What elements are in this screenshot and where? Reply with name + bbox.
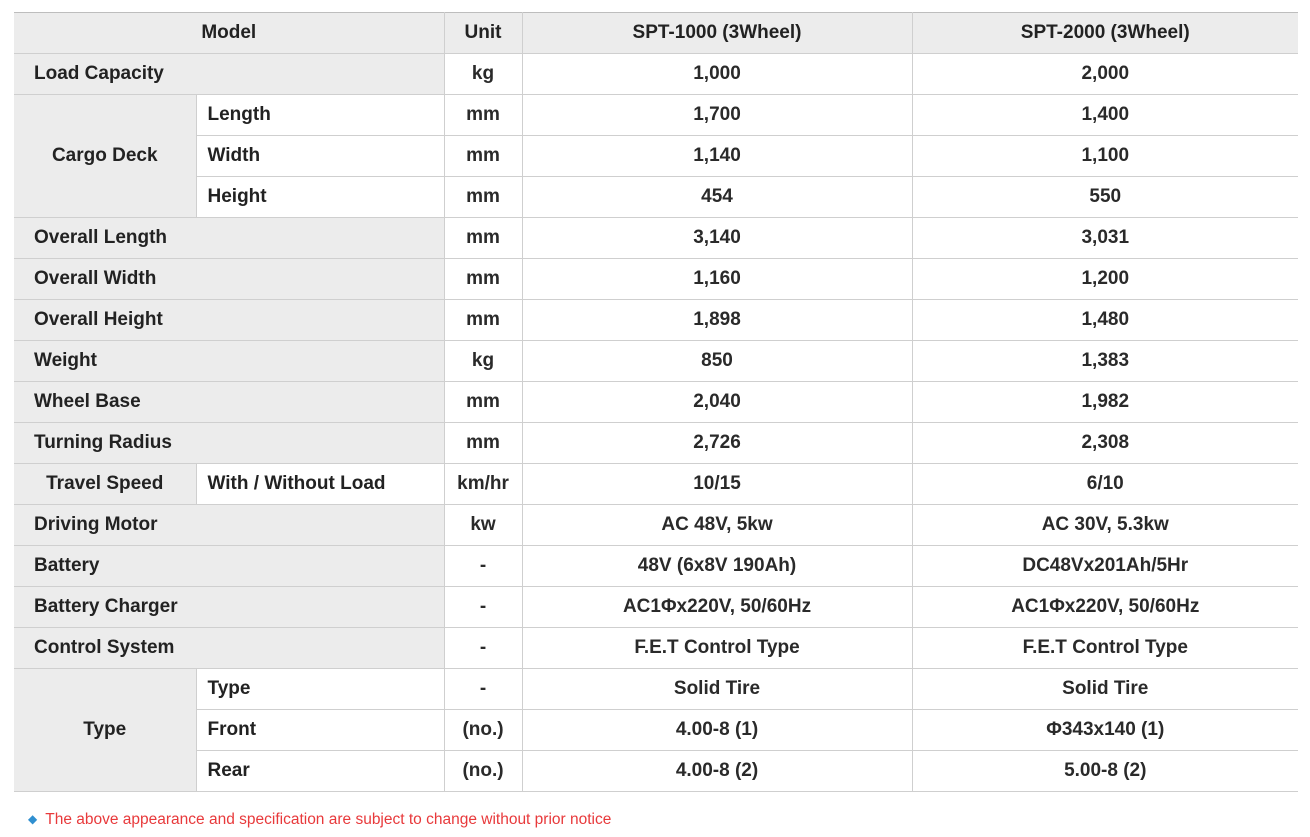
value-spt-2000: 1,400 [912,95,1298,136]
unit-cell: mm [444,423,522,464]
unit-cell: mm [444,300,522,341]
label-battery-charger: Battery Charger [14,587,444,628]
value-spt-1000: AC 48V, 5kw [522,505,912,546]
value-spt-2000: 6/10 [912,464,1298,505]
unit-cell: - [444,587,522,628]
header-model: Model [14,13,444,54]
sublabel-type: Type [196,669,444,710]
value-spt-1000: 3,140 [522,218,912,259]
row-tire-rear [14,751,1298,792]
row-overall-length [14,218,1298,259]
value-spt-2000: Φ343x140 (1) [912,710,1298,751]
header-spt-2000: SPT-2000 (3Wheel) [912,13,1298,54]
row-tire-type [14,669,1298,710]
header-row [14,13,1298,54]
value-spt-2000: 1,480 [912,300,1298,341]
sublabel-width: Width [196,136,444,177]
value-spt-2000: F.E.T Control Type [912,628,1298,669]
value-spt-1000: 1,160 [522,259,912,300]
row-travel-speed [14,464,1298,505]
row-load-capacity [14,54,1298,95]
label-overall-length: Overall Length [14,218,444,259]
unit-cell: kg [444,54,522,95]
row-control-system [14,628,1298,669]
sublabel-front: Front [196,710,444,751]
value-spt-1000: 1,000 [522,54,912,95]
label-travel-speed: Travel Speed [14,464,196,505]
unit-cell: - [444,669,522,710]
value-spt-2000: AC1Φx220V, 50/60Hz [912,587,1298,628]
value-spt-2000: 2,000 [912,54,1298,95]
value-spt-1000: 1,700 [522,95,912,136]
row-battery [14,546,1298,587]
unit-cell: km/hr [444,464,522,505]
unit-cell: - [444,628,522,669]
row-driving-motor [14,505,1298,546]
unit-cell: (no.) [444,710,522,751]
unit-cell: mm [444,136,522,177]
row-wheel-base [14,382,1298,423]
value-spt-1000: 1,140 [522,136,912,177]
label-overall-width: Overall Width [14,259,444,300]
sublabel-length: Length [196,95,444,136]
row-cargo-deck-height [14,177,1298,218]
label-control-system: Control System [14,628,444,669]
value-spt-2000: Solid Tire [912,669,1298,710]
unit-cell: mm [444,95,522,136]
label-battery: Battery [14,546,444,587]
unit-cell: (no.) [444,751,522,792]
label-weight: Weight [14,341,444,382]
value-spt-2000: 1,383 [912,341,1298,382]
value-spt-1000: 2,726 [522,423,912,464]
row-overall-height [14,300,1298,341]
disclaimer-note [28,811,611,829]
disclaimer-text: The above appearance and specification are subject to change without prior notice [45,811,612,828]
label-cargo-deck: Cargo Deck [14,95,196,218]
row-turning-radius [14,423,1298,464]
unit-cell: kg [444,341,522,382]
unit-cell: kw [444,505,522,546]
unit-cell: mm [444,382,522,423]
sublabel-height: Height [196,177,444,218]
sublabel-rear: Rear [196,751,444,792]
value-spt-1000: 10/15 [522,464,912,505]
row-overall-width [14,259,1298,300]
unit-cell: mm [444,259,522,300]
value-spt-2000: AC 30V, 5.3kw [912,505,1298,546]
value-spt-1000: 48V (6x8V 190Ah) [522,546,912,587]
label-turning-radius: Turning Radius [14,423,444,464]
label-driving-motor: Driving Motor [14,505,444,546]
value-spt-2000: 1,100 [912,136,1298,177]
sublabel-with-without-load: With / Without Load [196,464,444,505]
label-load-capacity: Load Capacity [14,54,444,95]
unit-cell: - [444,546,522,587]
header-unit: Unit [444,13,522,54]
unit-cell: mm [444,177,522,218]
value-spt-1000: 2,040 [522,382,912,423]
value-spt-1000: 4.00-8 (1) [522,710,912,751]
value-spt-2000: 5.00-8 (2) [912,751,1298,792]
value-spt-1000: 1,898 [522,300,912,341]
label-wheel-base: Wheel Base [14,382,444,423]
spec-table [14,12,1298,792]
value-spt-2000: 1,982 [912,382,1298,423]
row-cargo-deck-width [14,136,1298,177]
value-spt-1000: AC1Φx220V, 50/60Hz [522,587,912,628]
value-spt-1000: F.E.T Control Type [522,628,912,669]
label-overall-height: Overall Height [14,300,444,341]
row-weight [14,341,1298,382]
value-spt-1000: 850 [522,341,912,382]
diamond-icon: ◆ [28,812,38,826]
value-spt-2000: 1,200 [912,259,1298,300]
value-spt-1000: 4.00-8 (2) [522,751,912,792]
value-spt-1000: Solid Tire [522,669,912,710]
value-spt-2000: DC48Vx201Ah/5Hr [912,546,1298,587]
label-tire-type-group: Type [14,669,196,792]
value-spt-2000: 2,308 [912,423,1298,464]
unit-cell: mm [444,218,522,259]
header-spt-1000: SPT-1000 (3Wheel) [522,13,912,54]
value-spt-2000: 550 [912,177,1298,218]
value-spt-1000: 454 [522,177,912,218]
row-battery-charger [14,587,1298,628]
value-spt-2000: 3,031 [912,218,1298,259]
row-tire-front [14,710,1298,751]
row-cargo-deck-length [14,95,1298,136]
